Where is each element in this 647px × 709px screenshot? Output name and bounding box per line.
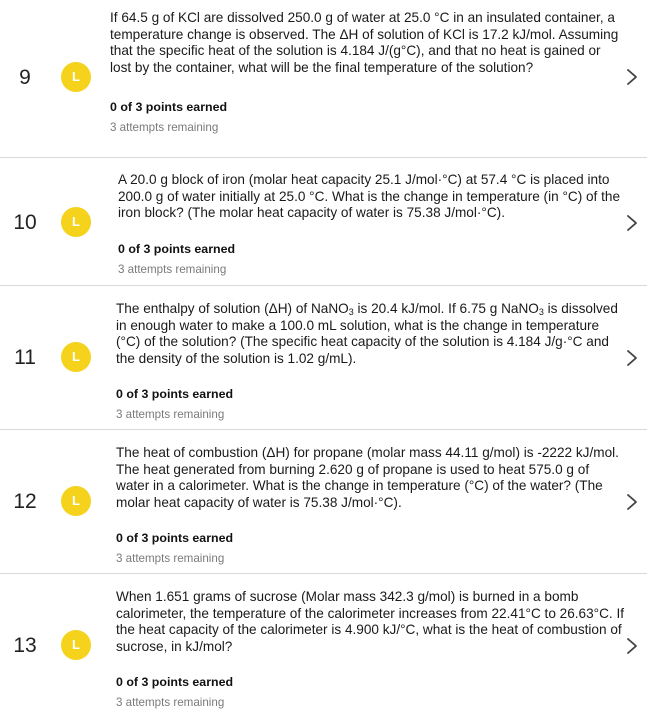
question-number: 11 (14, 346, 36, 369)
points-earned: 0 of 3 points earned (116, 387, 234, 402)
points-earned: 0 of 3 points earned (116, 531, 234, 546)
attempts-remaining: 3 attempts remaining (116, 408, 225, 422)
question-text: The heat of combustion (ΔH) for propane (molar mass 44.11 g/mol) is -2222 kJ/mol. The heat generated from burning 2.620 g of propane is used to heat 575.0 g of water in a calorimeter. What is the change in temperature (°C) of the water? (The molar heat capacity of water is 75.38 J/mol·°C). (116, 445, 619, 510)
question-text: If 64.5 g of KCl are dissolved 250.0 g of water at 25.0 °C in an insulated container, a temperature change is observed. The ΔH of solution of KCl is 17.2 kJ/mol. Assuming that the specific heat of the solution is 4.184 J/(g°C), and that no heat is gained or lost by the container, what will be the final temperature of the solution? (110, 10, 619, 75)
question-number: 10 (13, 211, 37, 234)
question-row-11[interactable] (0, 286, 647, 430)
question-number: 13 (13, 634, 37, 657)
question-row-12[interactable] (0, 430, 647, 574)
clock-badge-icon: L (61, 486, 91, 516)
question-text: A 20.0 g block of iron (molar heat capacity 25.1 J/mol·°C) at 57.4 °C is placed into 200.0 g of water initially at 25.0 °C. What is the change in temperature (in °C) of the iron block? (The molar heat capacity of water is 75.38 J/mol·°C). (118, 172, 621, 221)
question-text: The enthalpy of solution (ΔH) of NaNO$_3$ is 20.4 kJ/mol. If 6.75 g NaNO$_3$ is dissolved in enough water to make a 100.0 mL solution, what is the change in temperature (°C) of the solution? (The specific heat capacity of the solution is 4.184 J/g·°C and the density of the solution is 1.02 g/mL). (116, 301, 618, 366)
question-text: When 1.651 grams of sucrose (Molar mass 342.3 g/mol) is burned in a bomb calorimeter, the temperature of the calorimeter increases from 22.41°C to 26.63°C. If the heat capacity of the calorimeter is 4.900 kJ/°C, what is the heat of combustion of sucrose, in kJ/mol? (116, 589, 625, 654)
clock-badge-icon: L (61, 207, 91, 237)
points-earned: 0 of 3 points earned (110, 100, 228, 115)
clock-badge-icon: L (61, 630, 91, 660)
chevron-right-icon[interactable] (625, 349, 639, 367)
question-number: 12 (13, 490, 37, 513)
points-earned: 0 of 3 points earned (116, 675, 234, 690)
question-row-9[interactable] (0, 0, 647, 158)
attempts-remaining: 3 attempts remaining (116, 696, 225, 709)
question-number: 9 (19, 66, 31, 89)
question-row-13[interactable] (0, 574, 647, 709)
attempts-remaining: 3 attempts remaining (118, 262, 227, 276)
question-row-10[interactable] (0, 158, 647, 286)
attempts-remaining: 3 attempts remaining (110, 121, 219, 135)
chevron-right-icon[interactable] (625, 493, 639, 511)
chevron-right-icon[interactable] (625, 637, 639, 655)
chevron-right-icon[interactable] (625, 68, 639, 86)
chevron-right-icon[interactable] (625, 214, 639, 232)
clock-badge-icon: L (61, 62, 91, 92)
clock-badge-icon: L (61, 342, 91, 372)
attempts-remaining: 3 attempts remaining (116, 552, 225, 566)
points-earned: 0 of 3 points earned (118, 241, 236, 256)
